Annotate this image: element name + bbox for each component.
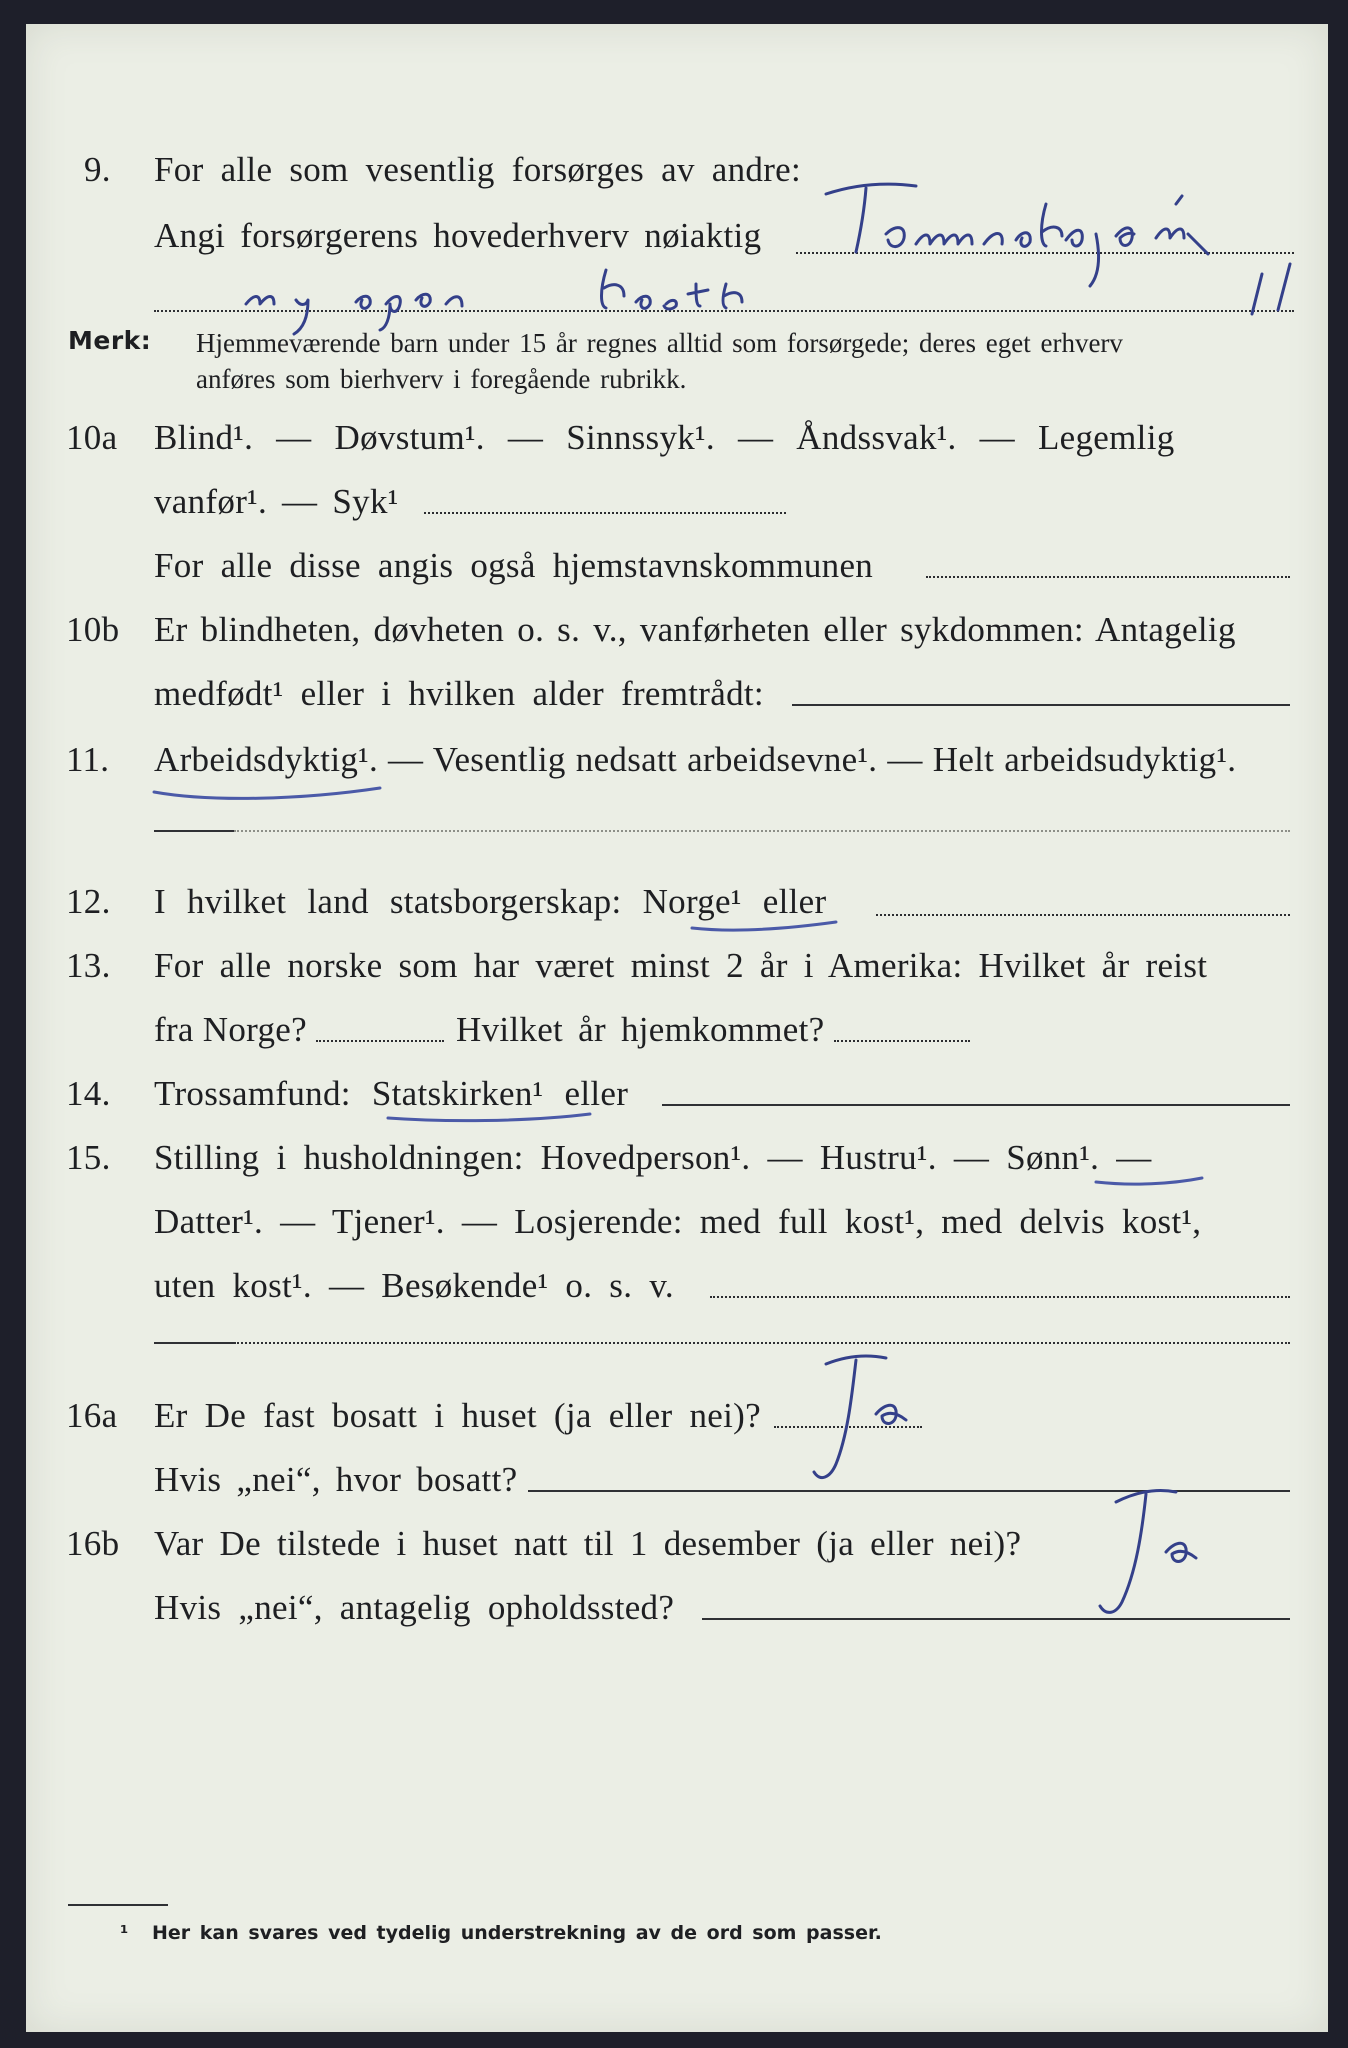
q10b-line2 [26,674,1328,730]
q16b-opholdssted-line[interactable] [702,1618,1290,1620]
q14-prefix: Trossamfund: [154,1074,351,1113]
q16a-number: 16a [66,1396,118,1435]
q10a-answer-line[interactable] [424,512,786,514]
q13-line1 [26,946,1328,1002]
q16a-text-line2: Hvis „nei“, hvor bosatt? [154,1460,518,1499]
q13-text-line2a: fra Norge? [154,1010,307,1049]
q15-text-line3: uten kost¹. — Besøkende¹ o. s. v. [154,1266,674,1305]
q13-line2 [26,1010,1328,1066]
q15-text-line2: Datter¹. — Tjener¹. — Losjerende: med full kost¹, med delvis kost¹, [154,1202,1202,1241]
q9-line1 [26,150,1328,206]
q10b-number: 10b [66,610,120,649]
q16b-text-line1: Var De tilstede i huset natt til 1 desember (ja eller nei)? [154,1524,1022,1563]
q11-line1 [26,740,1328,796]
q15-number: 15. [66,1138,111,1177]
q10a-line1 [26,418,1328,474]
q13-text-line1: For alle norske som har været minst 2 år i Amerika: Hvilket år reist [154,946,1208,985]
q14-text [154,1074,628,1114]
q9-line2 [26,216,1328,272]
q10a-number: 10a [66,418,118,457]
q10a-text-line3: For alle disse angis også hjemstavnskommunen [154,546,874,585]
merk-text-line1: Hjemmeværende barn under 15 år regnes alltid som forsørgede; deres eget erhverv [196,328,1123,358]
q12-suffix: eller [762,882,827,921]
q16a-answer-line[interactable] [774,1426,922,1428]
q11-text-line1: Arbeidsdyktig¹. — Vesentlig nedsatt arbeidsevne¹. — Helt arbeidsudyktig¹. [154,740,1237,779]
q15-line3 [26,1266,1328,1322]
q9-number: 9. [84,150,111,189]
q12-number: 12. [66,882,111,921]
q15-answer-line[interactable] [710,1296,1290,1298]
q15-line1-suffix: . — [1090,1138,1152,1177]
q12-text [154,882,826,922]
q12-prefix: I hvilket land statsborgerskap: [154,882,622,921]
q14-number: 14. [66,1074,111,1113]
q9-answer-line1[interactable] [796,252,1294,254]
merk-text-line2: anføres som bierhverv i foregående rubrikk. [196,364,687,394]
q16a-bosatt-line[interactable] [528,1490,1290,1492]
q11-answer-line[interactable] [234,830,1290,832]
q15-line2 [26,1202,1328,1258]
q16a-line1 [26,1396,1328,1452]
q9-handwritten-answer-2 [226,264,826,334]
q13-text-line2b: Hvilket år hjemkommet? [456,1010,825,1049]
q15-short-rule [154,1342,234,1344]
footnote-text: Her kan svares ved tydelig understrekning av de ord som passer. [152,1922,882,1944]
q10b-answer-line[interactable] [792,704,1290,706]
footnote-rule [68,1904,168,1906]
q11-short-rule [154,830,234,832]
q12-answer-line[interactable] [876,914,1290,916]
footnote-mark: ¹ [120,1922,129,1944]
q14-option-statskirken[interactable]: Statskirken¹ [371,1074,544,1113]
q10a-text-line2: vanfør¹. — Syk¹ [154,482,399,521]
q15-extra-line[interactable] [234,1342,1290,1344]
q13-number: 13. [66,946,111,985]
q12-line1 [26,882,1328,938]
q15-line1-prefix: Stilling i husholdningen: Hovedperson¹. — Hustru¹. — [154,1138,990,1177]
q10a-line3 [26,546,1328,602]
q10b-text-line2: medfødt¹ eller i hvilken alder fremtrådt: [154,674,764,713]
q16b-text-line2: Hvis „nei“, antagelig opholdssted? [154,1588,675,1627]
q9-answer-line2[interactable] [154,310,1294,312]
q15-text-line1 [154,1138,1152,1178]
q10b-text-line1: Er blindheten, døvheten o. s. v., vanførheten eller sykdommen: Antagelig [154,610,1236,649]
q15-line1 [26,1138,1328,1194]
merk-label: Merk: [68,326,152,355]
q10a-text-line1: Blind¹. — Døvstum¹. — Sinnssyk¹. — Åndssvak¹. — Legemlig [154,418,1175,457]
q10b-line1 [26,610,1328,666]
census-form-page [26,24,1328,2032]
q9-text-line1: For alle som vesentlig forsørges av andre: [154,150,802,189]
q14-line1 [26,1074,1328,1130]
q16a-text-line1: Er De fast bosatt i huset (ja eller nei)? [154,1396,761,1435]
q14-answer-line[interactable] [662,1104,1290,1106]
q10a-hjemstavn-line[interactable] [926,576,1290,578]
q13-hjemkommet-line[interactable] [834,1040,970,1042]
q16b-line2 [26,1588,1328,1644]
q16b-number: 16b [66,1524,120,1563]
q9-text-line2: Angi forsørgerens hovederhverv nøiaktig [154,216,762,255]
q16a-line2 [26,1460,1328,1516]
q16b-line1 [26,1524,1328,1580]
q11-number: 11. [66,740,110,779]
q15-option-sonn[interactable]: Sønn¹ [1006,1138,1091,1177]
q10a-line2 [26,482,1328,538]
q13-reist-line[interactable] [316,1040,444,1042]
q12-option-norge[interactable]: Norge¹ [642,882,742,921]
q14-suffix: eller [564,1074,629,1113]
